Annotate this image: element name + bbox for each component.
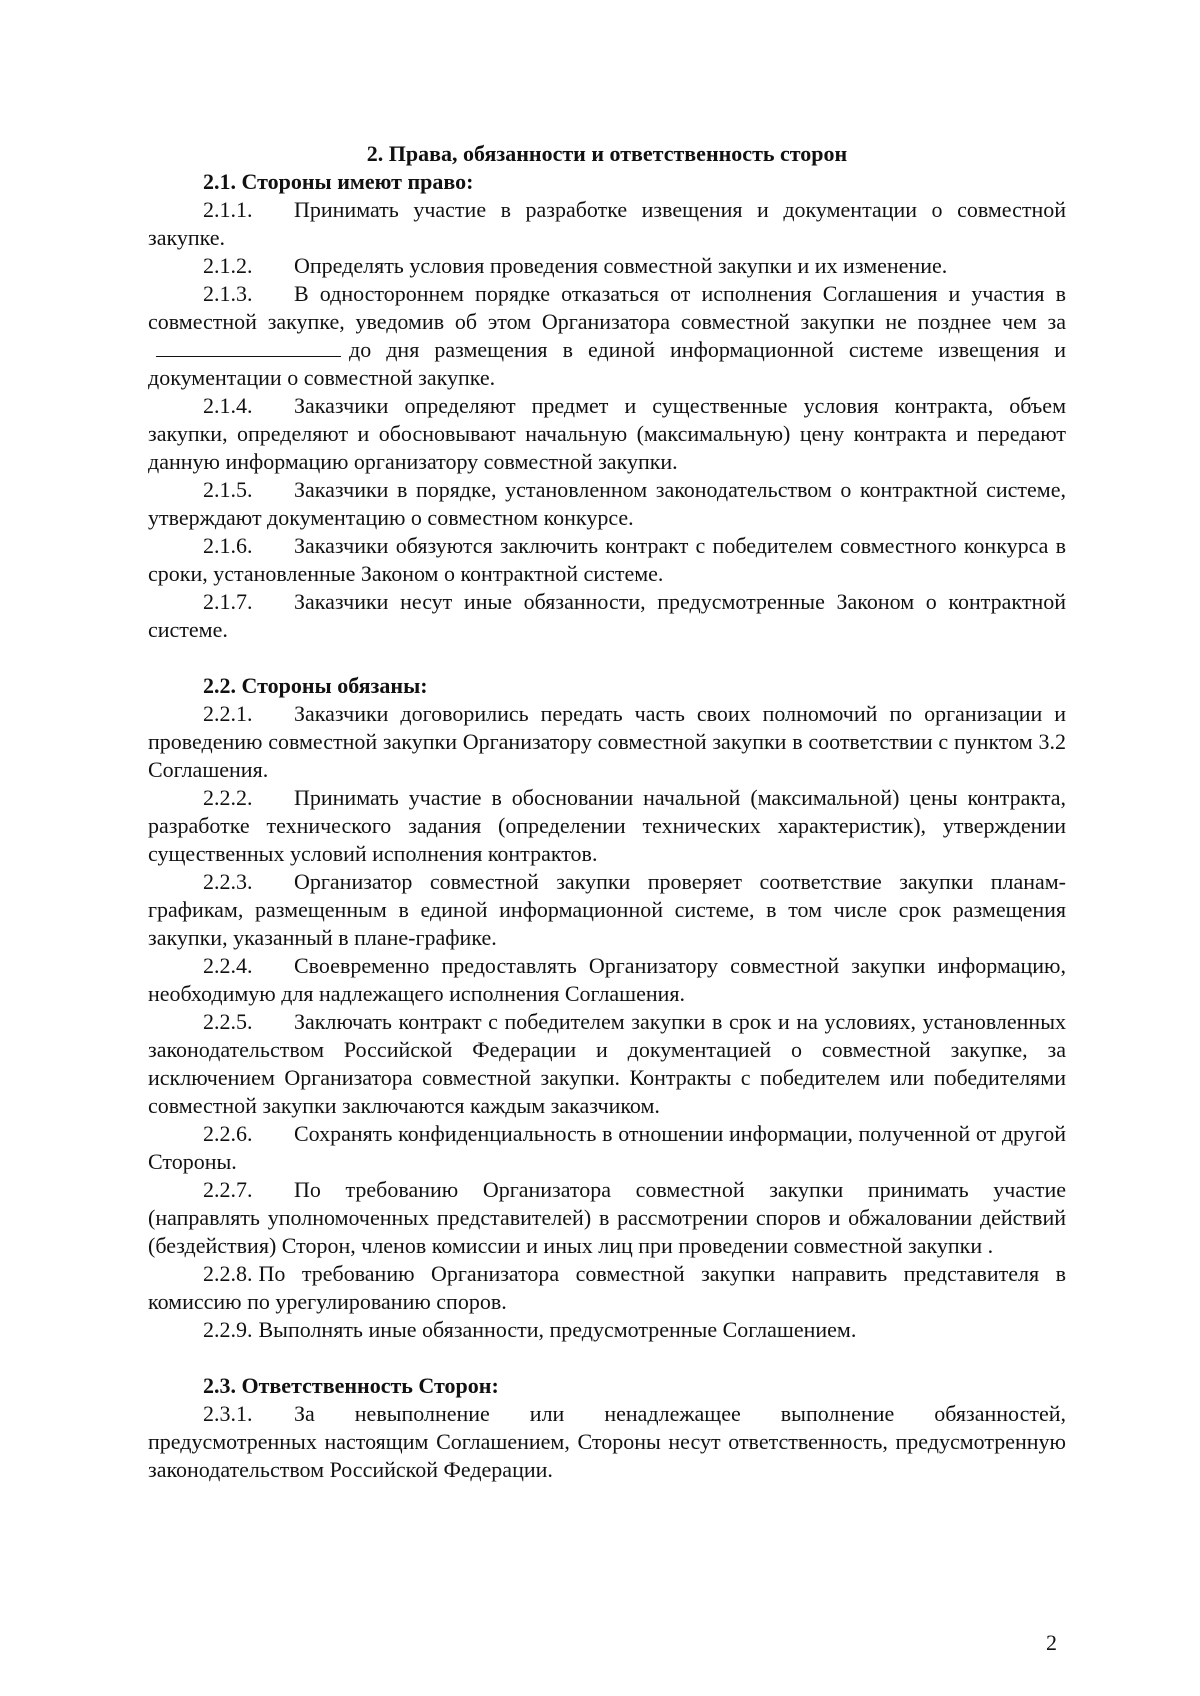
clause-text: Организатор совместной закупки проверяет соответствие закупки планам-графикам, размещенным в единой информационной системе, в том числе срок размещения закупки, указанный в плане-графике. bbox=[148, 869, 1066, 950]
clause-2-2-7 bbox=[148, 1176, 1066, 1260]
page-title: 2. Права, обязанности и ответственность сторон bbox=[366, 141, 848, 166]
clause-number: 2.1.5. bbox=[203, 477, 253, 502]
clause-2-3-1 bbox=[148, 1400, 1066, 1484]
clause-text: Принимать участие в обосновании начальной (максимальной) цены контракта, разработке технического задания (определении технических характеристик), утверждении существенных условий исполнения контрактов. bbox=[148, 785, 1066, 866]
section-spacer bbox=[148, 1344, 1066, 1372]
clause-text: Заказчики обязуются заключить контракт с победителем совместного конкурса в сроки, установленные Законом о контрактной системе. bbox=[148, 533, 1066, 586]
clause-2-2-2 bbox=[148, 784, 1066, 868]
section-heading-2-3: 2.3. Ответственность Сторон: bbox=[203, 1373, 499, 1398]
clause-2-1-7 bbox=[148, 588, 1066, 644]
clause-number: 2.2.5. bbox=[203, 1009, 253, 1034]
clause-2-2-6 bbox=[148, 1120, 1066, 1176]
clause-number: 2.2.6. bbox=[203, 1121, 253, 1146]
clause-2-2-5 bbox=[148, 1008, 1066, 1120]
clause-2-1-3 bbox=[148, 280, 1066, 392]
document-page bbox=[148, 140, 1066, 1484]
clause-number: 2.2.8. bbox=[203, 1261, 253, 1286]
clause-text: Заказчики договорились передать часть своих полномочий по организации и проведению совместной закупки Организатору совместной закупки в соответствии с пунктом 3.2 Соглашения. bbox=[148, 701, 1066, 782]
clause-2-2-1 bbox=[148, 700, 1066, 784]
clause-text: Заключать контракт с победителем закупки в срок и на условиях, установленных законодательством Российской Федерации и документацией о совместной закупке, за исключением Организатора совместной закупки. Контракты с победителем или победителями совместной закупки заключаются каждым заказчиком. bbox=[148, 1009, 1066, 1118]
section-heading-2-1: 2.1. Стороны имеют право: bbox=[203, 169, 474, 194]
clause-text: За невыполнение или ненадлежащее выполнение обязанностей, предусмотренных настоящим Соглашением, Стороны несут ответственность, предусмотренную законодательством Российской Федерации. bbox=[148, 1401, 1066, 1482]
clause-number: 2.2.2. bbox=[203, 785, 253, 810]
clause-number: 2.2.7. bbox=[203, 1177, 253, 1202]
clause-2-2-3 bbox=[148, 868, 1066, 952]
clause-number: 2.2.4. bbox=[203, 953, 253, 978]
section-heading-2-2: 2.2. Стороны обязаны: bbox=[203, 673, 428, 698]
clause-number: 2.1.3. bbox=[203, 281, 253, 306]
clause-2-1-1 bbox=[148, 196, 1066, 252]
clause-number: 2.1.1. bbox=[203, 197, 253, 222]
clause-2-2-8 bbox=[148, 1260, 1066, 1316]
clause-2-1-5 bbox=[148, 476, 1066, 532]
section-spacer bbox=[148, 644, 1066, 672]
clause-text: В одностороннем порядке отказаться от исполнения Соглашения и участия в совместной закупке, уведомив об этом Организатора совместной закупки не позднее чем за bbox=[148, 281, 1066, 334]
clause-2-1-2 bbox=[148, 252, 1066, 280]
clause-text: Сохранять конфиденциальность в отношении информации, полученной от другой Стороны. bbox=[148, 1121, 1066, 1174]
clause-number: 2.3.1. bbox=[203, 1401, 253, 1426]
clause-2-1-4 bbox=[148, 392, 1066, 476]
clause-text: до дня размещения в единой информационной системе извещения и документации о совместной закупке. bbox=[148, 337, 1066, 390]
clause-text: По требованию Организатора совместной закупки направить представителя в комиссию по урегулированию споров. bbox=[148, 1261, 1066, 1314]
clause-number: 2.1.7. bbox=[203, 589, 253, 614]
clause-text: По требованию Организатора совместной закупки принимать участие (направлять уполномоченных представителей) в рассмотрении споров и обжаловании действий (бездействия) Сторон, членов комиссии и иных лиц при проведении совместной закупки . bbox=[148, 1177, 1066, 1258]
clause-2-1-6 bbox=[148, 532, 1066, 588]
clause-text: Определять условия проведения совместной закупки и их изменение. bbox=[294, 253, 948, 278]
clause-number: 2.1.4. bbox=[203, 393, 253, 418]
page-number: 2 bbox=[1046, 1630, 1057, 1655]
clause-text: Заказчики несут иные обязанности, предусмотренные Законом о контрактной системе. bbox=[148, 589, 1066, 642]
clause-number: 2.2.1. bbox=[203, 701, 253, 726]
blank-fill-line bbox=[156, 338, 341, 357]
clause-number: 2.1.6. bbox=[203, 533, 253, 558]
clause-number: 2.2.9. bbox=[203, 1317, 253, 1342]
clause-text: Заказчики в порядке, установленном законодательством о контрактной системе, утверждают документацию о совместном конкурсе. bbox=[148, 477, 1066, 530]
clause-2-2-4 bbox=[148, 952, 1066, 1008]
clause-number: 2.2.3. bbox=[203, 869, 253, 894]
clause-text: Принимать участие в разработке извещения и документации о совместной закупке. bbox=[148, 197, 1066, 250]
clause-text: Заказчики определяют предмет и существенные условия контракта, объем закупки, определяют и обосновывают начальную (максимальную) цену контракта и передают данную информацию организатору совместной закупки. bbox=[148, 393, 1066, 474]
clause-number: 2.1.2. bbox=[203, 253, 253, 278]
clause-text: Выполнять иные обязанности, предусмотренные Соглашением. bbox=[258, 1317, 857, 1342]
clause-2-2-9 bbox=[148, 1316, 1066, 1344]
clause-text: Своевременно предоставлять Организатору совместной закупки информацию, необходимую для надлежащего исполнения Соглашения. bbox=[148, 953, 1066, 1006]
